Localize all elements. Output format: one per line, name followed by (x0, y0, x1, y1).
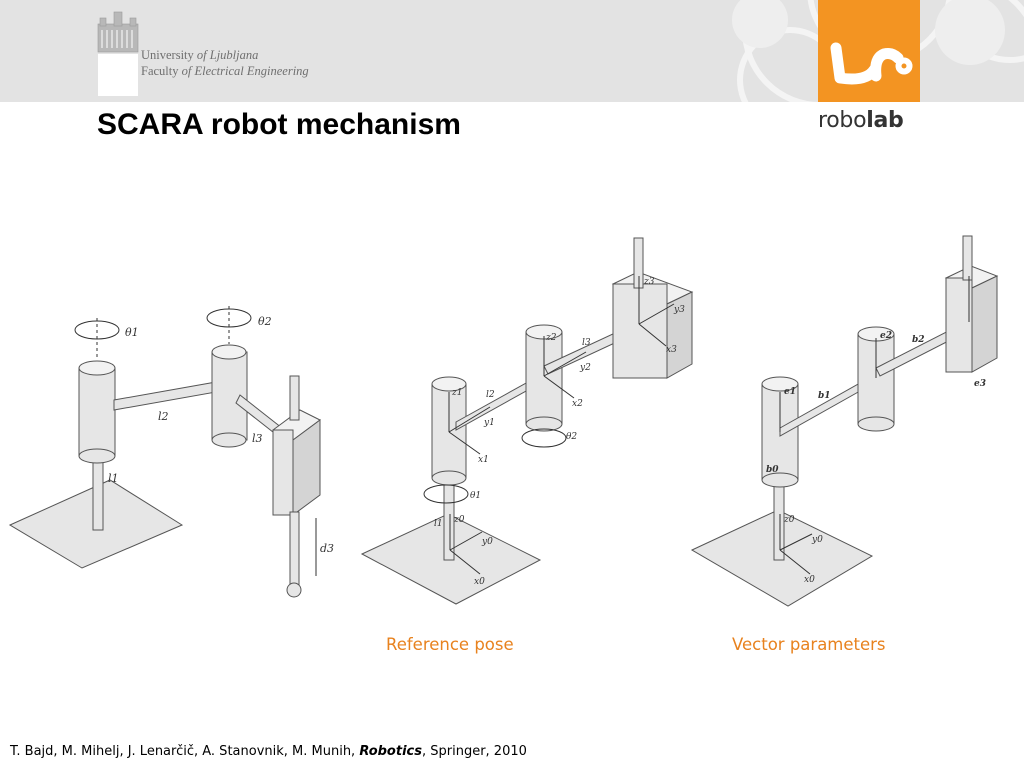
label-y0: y0 (482, 537, 493, 547)
label-x0: x0 (474, 577, 485, 587)
citation (10, 744, 527, 759)
citation-publisher: , Springer, 2010 (421, 744, 527, 759)
label-x3: x3 (666, 345, 677, 355)
university-city: of Ljubljana (196, 48, 259, 62)
lab-logo (818, 0, 920, 102)
robolab-part2: lab (866, 108, 904, 133)
university-logo (96, 8, 140, 98)
label-z3: z3 (644, 277, 655, 287)
label-theta1: θ1 (125, 326, 139, 339)
label-e3: e3 (974, 379, 986, 389)
label-y2: y2 (580, 363, 591, 373)
label-d3: d3 (320, 542, 335, 555)
label-b0: b0 (766, 465, 779, 475)
label-y0: y0 (812, 535, 823, 545)
label-z2: z2 (546, 333, 557, 343)
scara-mechanism-figure (0, 300, 340, 600)
citation-book-title: Robotics (359, 744, 422, 759)
robolab-wordmark (818, 108, 904, 133)
label-l2: l2 (486, 390, 495, 400)
lr-logo-icon (818, 0, 920, 102)
label-y3: y3 (674, 305, 685, 315)
label-l3: l3 (582, 338, 591, 348)
label-l1: l1 (434, 519, 443, 529)
vector-parameters-figure (690, 232, 1010, 612)
caption-vector-parameters: Vector parameters (732, 635, 886, 654)
faculty-name: of Electrical Engineering (181, 64, 309, 78)
label-theta2: θ2 (258, 315, 272, 328)
label-x2: x2 (572, 399, 583, 409)
label-l3: l3 (252, 432, 263, 445)
label-theta2: θ2 (566, 432, 578, 442)
label-b2: b2 (912, 335, 925, 345)
robolab-part1: robo (818, 108, 867, 133)
faculty-word: Faculty (141, 64, 179, 78)
label-z0: z0 (454, 515, 465, 525)
label-l2: l2 (158, 410, 169, 423)
label-z1: z1 (452, 388, 463, 398)
label-e2: e2 (880, 331, 892, 341)
caption-reference-pose: Reference pose (386, 635, 514, 654)
label-x1: x1 (478, 455, 489, 465)
label-z0: z0 (784, 515, 795, 525)
university-word: University (141, 48, 194, 62)
label-l1: l1 (108, 472, 119, 485)
slide-title: SCARA robot mechanism (97, 108, 461, 141)
label-e1: e1 (784, 387, 796, 397)
label-x0: x0 (804, 575, 815, 585)
label-theta1: θ1 (470, 491, 482, 501)
reference-pose-figure (360, 232, 700, 612)
citation-authors: T. Bajd, M. Mihelj, J. Lenarčič, A. Stanovnik, M. Munih, (10, 744, 360, 759)
label-y1: y1 (484, 418, 495, 428)
header-band (0, 0, 1024, 102)
university-name (141, 47, 309, 79)
label-b1: b1 (818, 391, 831, 401)
